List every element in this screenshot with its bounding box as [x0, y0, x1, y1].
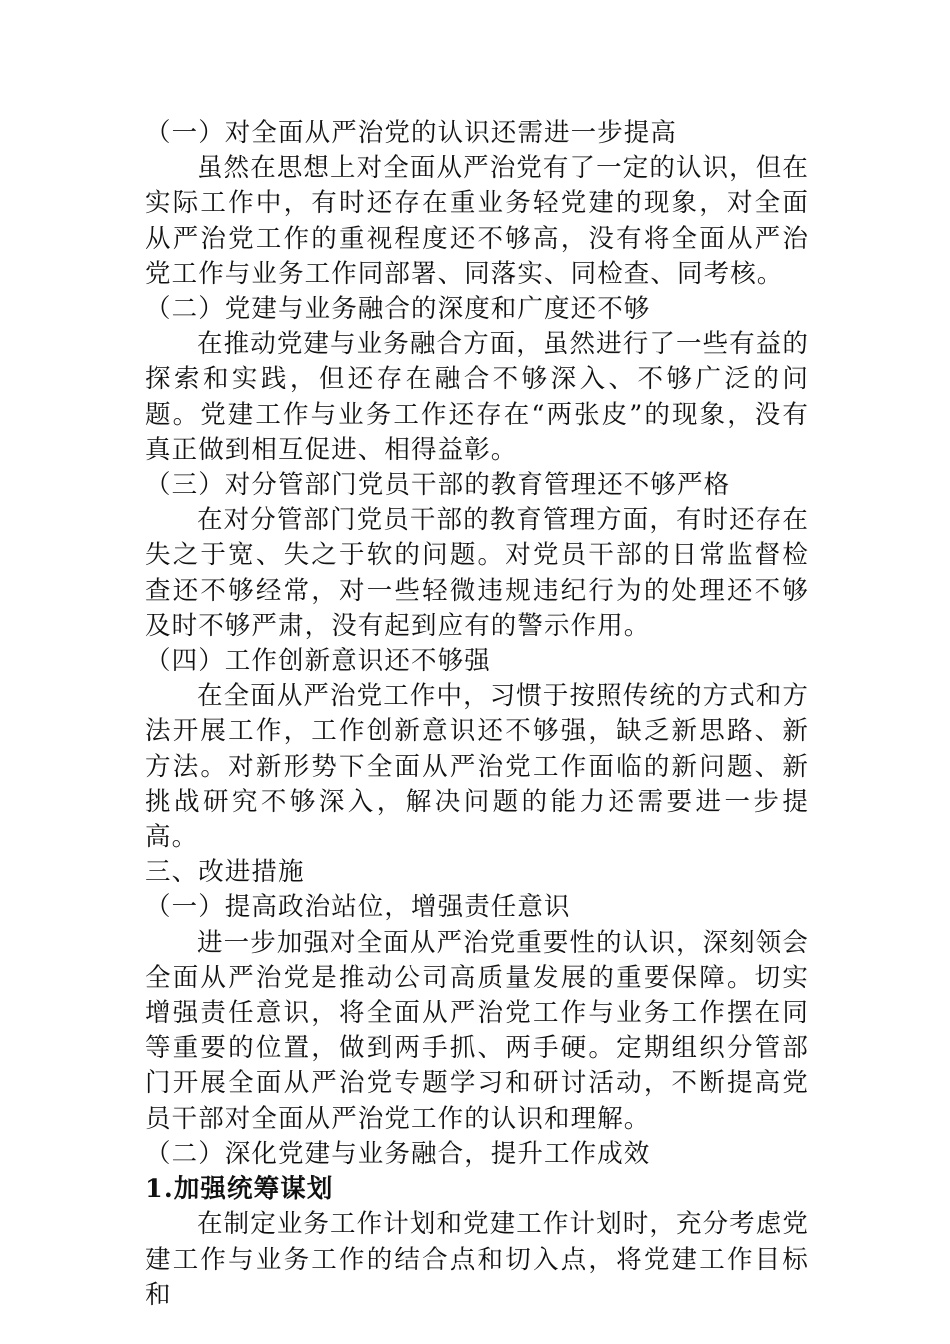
paragraph-5: 进一步加强对全面从严治党重要性的认识，深刻领会全面从严治党是推动公司高质量发展的重要保障。切实增强责任意识，将全面从严治党工作与业务工作摆在同等重要的位置，做到两手抓、两手硬。定期组织分管部门开展全面从严治党专题学习和研讨活动，不断提高党员干部对全面从严治党工作的认识和理解。 [145, 927, 809, 1134]
paragraph-2: 在推动党建与业务融合方面，虽然进行了一些有益的探索和实践，但还存在融合不够深入、不够广泛的问题。党建工作与业务工作还存在“两张皮”的现象，没有真正做到相互促进、相得益彰。 [145, 329, 809, 465]
section-heading-3: （三）对分管部门党员干部的教育管理还不够严格 [145, 470, 731, 501]
paragraph-3: 在对分管部门党员干部的教育管理方面，有时还存在失之于宽、失之于软的问题。对党员干部的日常监督检查还不够经常，对一些轻微违规违纪行为的处理还不够及时不够严肃，没有起到应有的警示作用。 [145, 505, 809, 641]
section-heading-4: （四）工作创新意识还不够强 [145, 646, 491, 677]
paragraph-6: 在制定业务工作计划和党建工作计划时，充分考虑党建工作与业务工作的结合点和切入点，将党建工作目标和 [145, 1209, 809, 1310]
paragraph-1: 虽然在思想上对全面从严治党有了一定的认识，但在实际工作中，有时还存在重业务轻党建的现象，对全面从严治党工作的重视程度还不够高，没有将全面从严治党工作与业务工作同部署、同落实、同检查、同考核。 [145, 153, 809, 289]
numbered-heading-1: 1.加强统筹谋划 [145, 1174, 334, 1205]
measure-heading-1: （一）提高政治站位，增强责任意识 [145, 892, 571, 923]
section-heading-2: （二）党建与业务融合的深度和广度还不够 [145, 294, 651, 325]
document-body [145, 116, 809, 1313]
section-heading-1: （一）对全面从严治党的认识还需进一步提高 [145, 118, 678, 148]
paragraph-4: 在全面从严治党工作中，习惯于按照传统的方式和方法开展工作，工作创新意识还不够强，缺乏新思路、新方法。对新形势下全面从严治党工作面临的新问题、新挑战研究不够深入，解决问题的能力还需要进一步提高。 [145, 681, 809, 853]
measure-heading-2: （二）深化党建与业务融合，提升工作成效 [145, 1138, 651, 1169]
chapter-heading-improvements: 三、改进措施 [145, 857, 305, 888]
